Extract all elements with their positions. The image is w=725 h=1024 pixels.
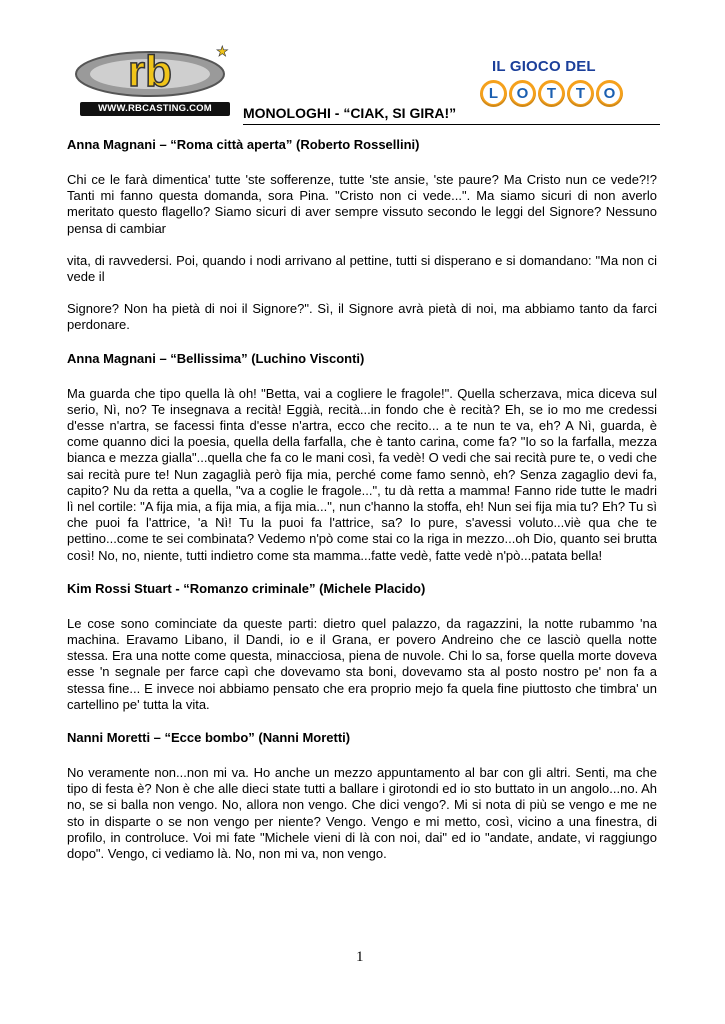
lotto-ball <box>567 80 594 107</box>
monologue-paragraph: vita, di ravvedersi. Poi, quando i nodi arrivano al pettine, tutti si disperano e si domandano: "Ma non ci vede il <box>67 252 657 285</box>
rbcasting-logo <box>70 42 230 120</box>
document-body <box>67 136 657 878</box>
monologue-paragraph: Ma guarda che tipo quella là oh! "Betta, vai a cogliere le fragole!". Quella scherzava, mica diceva sul serio, Nì, no? Te insegnava a recità! Eggià, recità...in fondo che è recità? Eh, se io mo me credessi d'esse n'artra, se facessi finta d'esse n'artra, ecco che recito... a te nun te va, eh? A Nì, guarda, è come quanno dici la poesia, quella della farfalla, che è tanto carina, come fa? "Io so la farfalla, mezza bianca e mezza gialla"...quella che fa co le mani così, fa vedè! O vedi che sai recità pure te, o vedi che sai recità pure te! Nun zagaglià però fija mia, perché come famo sennò, eh? Senza zagaglio devi fa, capito? Nu da retta a quella, "va a coglie le fragole...", tu dà retta a mamma! Fanno ride tutte le madri lì nel cortile: "A fija mia, a fija mia, a fija mia...", nun c'hanno la stoffa, eh! Nun sei fija mia tu? Eh? Tu sì che puoi fa l'attrice, 'a Nì! Tu la puoi fa l'attrice, sa? Io pure, s'avessi voluto...viè qua che te pettino...come te sei combinata? Vedemo n'pò come stai co la riga in mezzo...oh Dio, quanto sei brutta così! No, no, niente, tutti indietro come sta mamma...fatte vedè, fatte vedè n'pò...patata bella! <box>67 385 657 563</box>
monologue-section <box>67 350 657 564</box>
lotto-logo-balls <box>480 80 623 107</box>
monologue-paragraph: No veramente non...non mi va. Ho anche un mezzo appuntamento al bar con gli altri. Senti, ma che tipo di festa è? Non è che alle dieci state tutti a ballare i girotondi ed io sto buttato in un angolo...no. Ah no, se si balla non vengo. No, allora non vengo. Che dici vengo?. Mi si nota di più se vengo e me ne sto in disparte o se non vengo per niente? Vengo. Vengo e mi metto, così, vicino a una finestra, di profilo, in controluce. Voi mi fate "Michele vieni di là con noi, dai" ed io "andate, andate, vi raggiungo dopo". Vengo, ci vediamo là. No, non mi va, non vengo. <box>67 765 657 862</box>
lotto-ball <box>538 80 565 107</box>
monologue-section <box>67 136 657 334</box>
section-heading: Anna Magnani – “Roma città aperta” (Roberto Rossellini) <box>67 137 420 152</box>
lotto-ball-letter: O <box>512 83 533 104</box>
section-heading: Kim Rossi Stuart - “Romanzo criminale” (Michele Placido) <box>67 580 426 596</box>
header-divider <box>243 124 660 125</box>
lotto-ball <box>509 80 536 107</box>
lotto-ball-letter: T <box>570 83 591 104</box>
svg-text:★: ★ <box>216 43 229 59</box>
lotto-ball-letter: T <box>541 83 562 104</box>
lotto-ball-letter: L <box>483 83 504 104</box>
section-heading: Nanni Moretti – “Ecce bombo” (Nanni Moretti) <box>67 730 351 746</box>
monologue-paragraph: Le cose sono cominciate da queste parti: dietro quel palazzo, da ragazzini, la notte rubammo 'na machina. Eravamo Libano, il Dandi, io e il Grana, er povero Andreino che ce lasciò quella notte stessa. Era una notte come questa, minacciosa, piena de nuvole. Chi lo sa, forse quella morte doveva esse 'n segnale per farce capì che dovevamo sta boni, dovevamo sta al posto nostro pe' non fa a stessa fine... E invece noi abbiamo pensato che era proprio mejo fa quela fine piuttosto che timbra' un cartellino pe' tutta la vita. <box>67 615 657 712</box>
monologue-paragraph: Signore? Non ha pietà di noi il Signore?". Sì, il Signore avrà pietà di noi, ma abbiamo tanto da farci perdonare. <box>67 301 657 333</box>
page-number: 1 <box>356 949 364 965</box>
rb-logo-text: rb <box>128 47 172 96</box>
section-heading: Anna Magnani – “Bellissima” (Luchino Visconti) <box>67 350 365 366</box>
page-header <box>66 40 660 125</box>
lotto-ball <box>480 80 507 107</box>
monologue-section <box>67 729 657 862</box>
rb-logo-url: WWW.RBCASTING.COM <box>80 102 230 116</box>
monologue-section <box>67 580 657 713</box>
lotto-logo <box>480 58 660 122</box>
page-title: MONOLOGHI - “CIAK, SI GIRA!” <box>243 105 457 121</box>
monologue-paragraph: Chi ce le farà dimentica' tutte 'ste sofferenze, tutte 'ste ansie, 'ste paure? Ma Cristo nun ce vede?!? Tanti mi fanno questa domanda, sora Pina. "Cristo non ci vede...". Ma siamo sicuri di non averlo meritato questo flagello? Siamo sicuri di aver sempre vissuto secondo le leggi del Signore? Nessuno pensa di cambiar <box>67 172 657 236</box>
lotto-ball-letter: O <box>599 83 620 104</box>
lotto-ball <box>596 80 623 107</box>
lotto-logo-caption: IL GIOCO DEL <box>492 58 596 75</box>
